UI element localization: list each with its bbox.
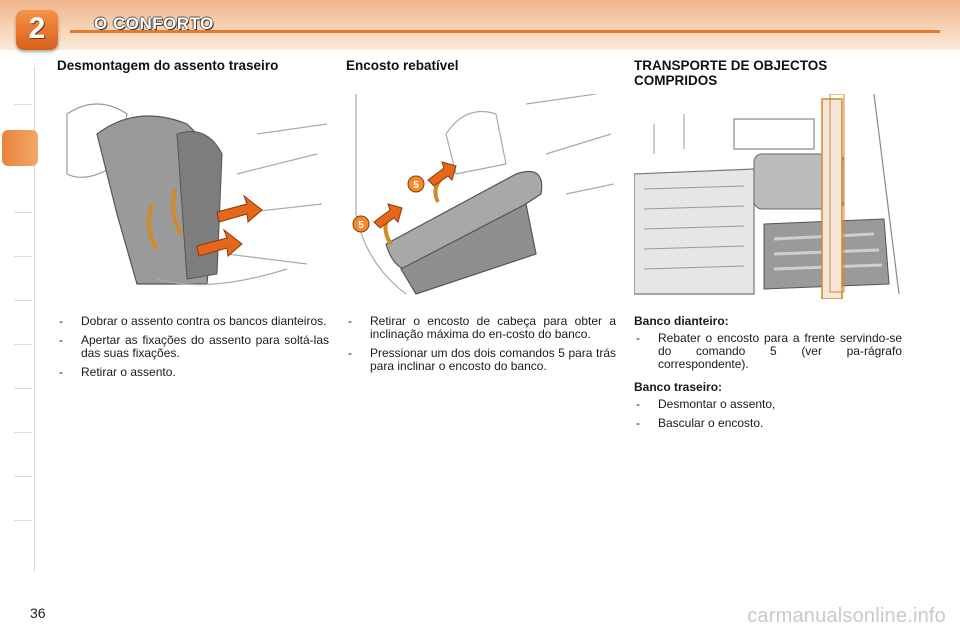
section-rear-seat-removal: [57, 58, 329, 385]
rear-seat-removal-illustration: [57, 94, 329, 299]
bullet-text: Retirar o encosto de cabeça para obter a inclinação máxima do en-costo do banco.: [370, 314, 616, 341]
callout-5-lower: 5: [358, 220, 364, 231]
watermark: carmanualsonline.info: [747, 605, 946, 627]
bullet-dash: -: [59, 333, 63, 347]
chapter-number: 2: [28, 12, 46, 45]
list-item: [57, 315, 329, 328]
chapter-title: O CONFORTO: [94, 14, 214, 33]
instructions: [634, 315, 902, 430]
list-item: [346, 347, 616, 373]
bullet-text: Desmontar o assento,: [658, 397, 776, 411]
bullet-text: Bascular o encosto.: [658, 416, 764, 430]
front-seat-heading: Banco dianteiro:: [634, 314, 729, 328]
side-tab-5[interactable]: [14, 262, 32, 301]
page-number: 36: [30, 605, 46, 621]
side-tab-7[interactable]: [14, 350, 32, 389]
side-tab-4[interactable]: [14, 218, 32, 257]
folding-backrest-illustration: [346, 94, 616, 299]
list-item: [346, 315, 616, 341]
instructions: [57, 315, 329, 379]
rear-seat-heading: Banco traseiro:: [634, 380, 723, 394]
list-item: [57, 334, 329, 360]
bullet-dash: -: [348, 346, 352, 360]
section-title: Encosto rebatível: [346, 58, 459, 73]
side-tab-2-active[interactable]: [2, 130, 38, 166]
bullet-dash: -: [59, 314, 63, 328]
bullet-text: Pressionar um dos dois comandos 5 para trás para inclinar o encosto do banco.: [370, 346, 616, 373]
side-tab-6[interactable]: [14, 306, 32, 345]
bullet-text: Rebater o encosto para a frente servindo-se do comando 5 (ver pa-rágrafo correspondente).: [658, 331, 902, 371]
side-tab-3[interactable]: [14, 174, 32, 213]
side-tab-1[interactable]: [14, 66, 32, 105]
side-tab-9[interactable]: [14, 438, 32, 477]
long-objects-illustration: [634, 94, 902, 299]
section-long-objects: [634, 58, 902, 436]
bullet-dash: -: [636, 331, 640, 345]
section-title: Desmontagem do assento traseiro: [57, 58, 279, 73]
side-tab-strip: [14, 66, 35, 571]
bullet-dash: -: [636, 397, 640, 411]
list-item: [634, 398, 902, 411]
side-tab-8[interactable]: [14, 394, 32, 433]
bullet-dash: -: [348, 314, 352, 328]
bullet-text: Retirar o assento.: [81, 365, 176, 379]
side-tab-10[interactable]: [14, 482, 32, 521]
chapter-badge: [16, 10, 58, 50]
section-title: TRANSPORTE DE OBJECTOS COMPRIDOS: [634, 58, 828, 88]
bullet-dash: -: [636, 416, 640, 430]
list-item: [634, 332, 902, 371]
section-folding-backrest: [346, 58, 616, 379]
instructions: [346, 315, 616, 373]
bullet-text: Dobrar o assento contra os bancos dianteiros.: [81, 314, 327, 328]
list-item: [634, 417, 902, 430]
list-item: [57, 366, 329, 379]
callout-5-upper: 5: [413, 180, 419, 191]
bullet-text: Apertar as fixações do assento para soltá-las das suas fixações.: [81, 333, 329, 360]
bullet-dash: -: [59, 365, 63, 379]
